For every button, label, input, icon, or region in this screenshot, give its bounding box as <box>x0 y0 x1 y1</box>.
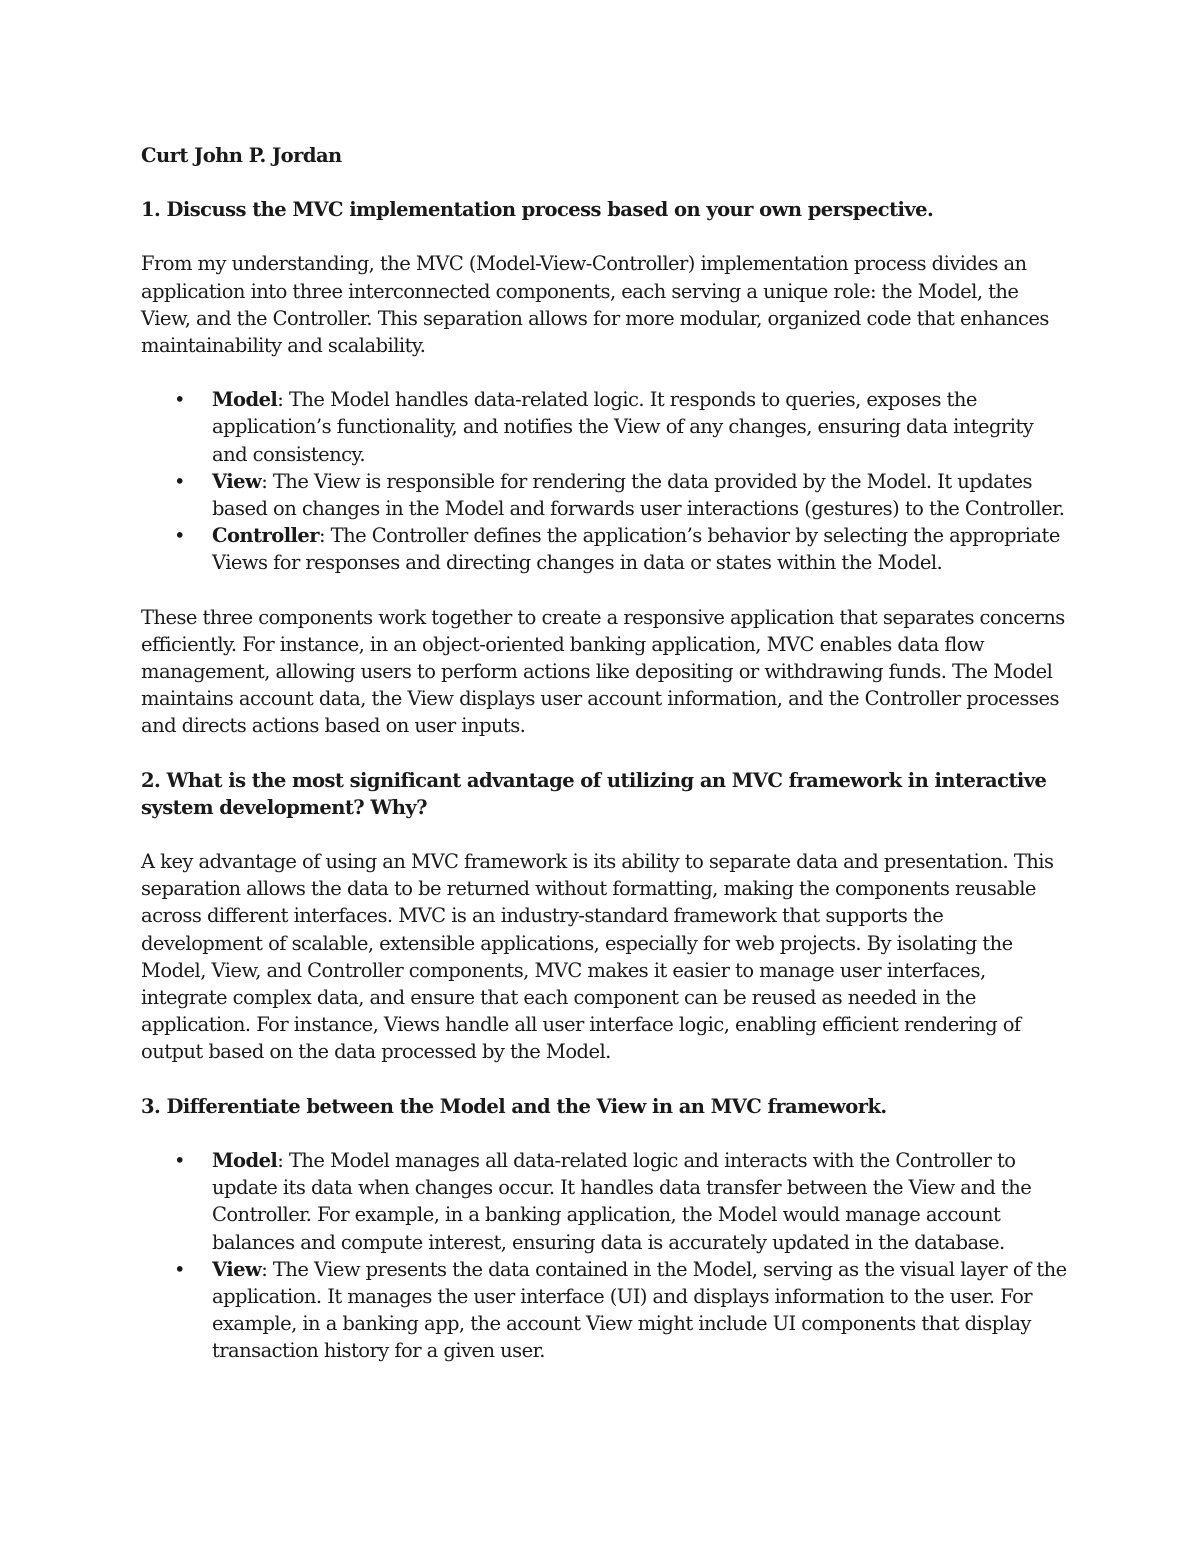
bullet-text: : The View presents the data contained in the Model, serving as the visual layer of the application. It manages the user interface (UI) and displays information to the user. For example, in a banking app, the account View might include UI components that display transaction history for a given user. <box>212 1257 1067 1363</box>
question-3-heading: 3. Differentiate between the Model and the View in an MVC framework. <box>141 1094 887 1118</box>
bullet-text: : The View is responsible for rendering the data provided by the Model. It updates based on changes in the Model and forwards user interactions (gestures) to the Controller. <box>212 469 1065 521</box>
bullet-text: : The Model manages all data-related logic and interacts with the Controller to update its data when changes occur. It handles data transfer between the View and the Controller. For example, in a banking application, the Model would manage account balances and compute interest, ensuring data is accurately updated in the database. <box>212 1148 1032 1254</box>
list-item <box>141 468 1070 522</box>
question-1-heading: 1. Discuss the MVC implementation process based on your own perspective. <box>141 198 934 222</box>
question-1-closing: These three components work together to create a responsive application that separates concerns efficiently. For instance, in an object-oriented banking application, MVC enables data flow management, allowing users to perform actions like depositing or withdrawing funds. The Model maintains account data, the View displays user account information, and the Controller processes and directs actions based on user inputs. <box>141 605 1065 738</box>
bullet-term: View <box>212 1257 262 1281</box>
question-2-answer: A key advantage of using an MVC framework is its ability to separate data and presentation. This separation allows the data to be returned without formatting, making the components reusable across different interfaces. MVC is an industry-standard framework that supports the development of scalable, extensible applications, especially for web projects. By isolating the Model, View, and Controller components, MVC makes it easier to manage user interfaces, integrate complex data, and ensure that each component can be reused as needed in the application. For instance, Views handle all user interface logic, enabling efficient rendering of output based on the data processed by the Model. <box>141 850 1054 1064</box>
question-1-bullet-list <box>141 386 1070 576</box>
bullet-term: Model <box>212 1148 278 1172</box>
list-item <box>141 1256 1070 1365</box>
question-2-heading: 2. What is the most significant advantage of utilizing an MVC framework in interactive system development? Why? <box>141 768 1047 819</box>
author-name: Curt John P. Jordan <box>141 144 342 167</box>
bullet-icon: • <box>174 388 185 412</box>
bullet-text: : The Model handles data-related logic. It responds to queries, exposes the application’s functionality, and notifies the View of any changes, ensuring data integrity and consistency. <box>212 388 1034 466</box>
list-item <box>141 386 1070 468</box>
bullet-icon: • <box>174 524 185 548</box>
bullet-icon: • <box>174 469 185 493</box>
question-1-intro: From my understanding, the MVC (Model-View-Controller) implementation process divides an application into three interconnected components, each serving a unique role: the Model, the View, and the Controller. This separation allows for more modular, organized code that enhances maintainability and scalability. <box>141 252 1049 358</box>
bullet-text: : The Controller defines the application’s behavior by selecting the appropriate Views for responses and directing changes in data or states within the Model. <box>212 524 1060 575</box>
list-item <box>141 522 1070 576</box>
list-item <box>141 1147 1070 1256</box>
bullet-term: Controller <box>212 524 319 548</box>
question-3-bullet-list <box>141 1147 1070 1365</box>
bullet-icon: • <box>174 1257 185 1281</box>
bullet-term: View <box>212 469 262 493</box>
bullet-term: Model <box>212 388 278 412</box>
bullet-icon: • <box>174 1148 185 1172</box>
